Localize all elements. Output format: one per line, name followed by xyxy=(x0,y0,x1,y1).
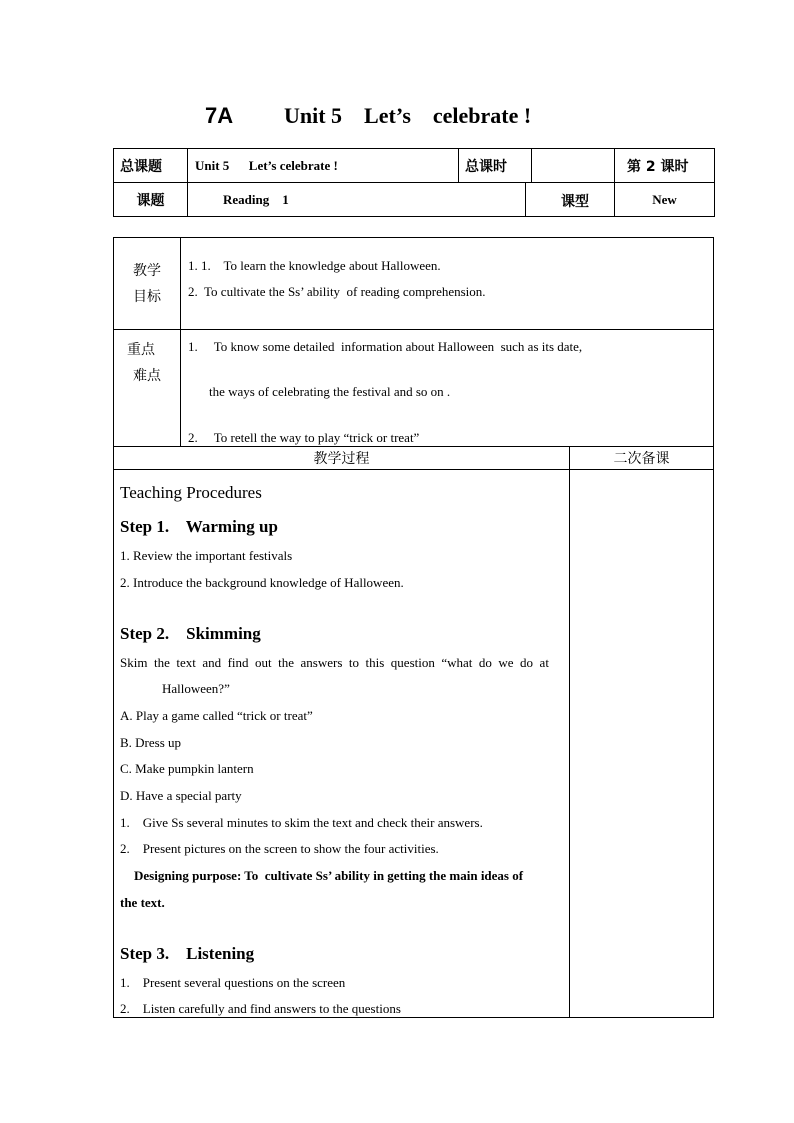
key-point-1: 1. To know some detailed information about Halloween such as its date, xyxy=(188,339,583,354)
step1-line-1: 1. Review the important festivals xyxy=(120,548,293,563)
process-header: 教学过程 xyxy=(114,447,570,470)
step2-question: Skim the text and find out the answers to this question “what do we do at xyxy=(120,655,549,670)
key-points-row xyxy=(114,330,714,447)
key-points-content xyxy=(181,330,714,447)
secondary-prep-header: 二次备课 xyxy=(570,447,714,470)
cell-divider xyxy=(525,182,526,216)
lesson-type-value: New xyxy=(652,191,677,207)
course-info-table xyxy=(113,148,715,217)
step3-title: Step 3. Listening xyxy=(120,944,255,963)
option-b: B. Dress up xyxy=(120,735,182,750)
process-content xyxy=(114,470,570,1018)
lesson-plan-table xyxy=(113,237,714,1018)
total-topic-value: Unit 5 Let’s celebrate ! xyxy=(188,149,459,183)
secondary-prep-content xyxy=(570,470,714,1018)
objectives-content xyxy=(181,238,714,330)
design-purpose-cont: the text. xyxy=(120,895,165,910)
process-header-row xyxy=(114,447,714,470)
key-points-label: 重点 难点 xyxy=(114,330,181,447)
lesson-number: 第 2 课时 xyxy=(615,149,715,183)
info-row-1 xyxy=(114,149,715,183)
topic-label: 课题 xyxy=(114,183,188,217)
step1-line-2: 2. Introduce the background knowledge of Halloween. xyxy=(120,575,404,590)
step3-line-2: 2. Listen carefully and find answers to the questions xyxy=(120,1001,401,1016)
info-row-2 xyxy=(114,183,715,217)
step2-task-2: 2. Present pictures on the screen to show the four activities. xyxy=(120,841,439,856)
design-purpose: Designing purpose: To cultivate Ss’ ability in getting the main ideas of xyxy=(134,868,524,883)
topic-value: Reading 1 xyxy=(188,183,615,217)
objective-item-1: 1. 1. To learn the knowledge about Halloween. xyxy=(188,258,441,273)
key-point-2: 2. To retell the way to play “trick or treat” xyxy=(188,430,420,445)
total-hours-value xyxy=(532,149,615,183)
lesson-type-cell xyxy=(561,183,715,217)
key-point-1-continued: the ways of celebrating the festival and so on . xyxy=(209,384,451,399)
objectives-row xyxy=(114,238,714,330)
option-d: D. Have a special party xyxy=(120,788,242,803)
step2-question-cont: Halloween?” xyxy=(162,681,230,696)
objective-item-2: 2. To cultivate the Ss’ ability of reading comprehension. xyxy=(188,284,486,299)
unit-title: Unit 5 Let’s celebrate ! xyxy=(284,103,532,128)
step1-title: Step 1. Warming up xyxy=(120,517,278,536)
option-a: A. Play a game called “trick or treat” xyxy=(120,708,313,723)
grade-label: 7A xyxy=(205,103,234,128)
step3-line-1: 1. Present several questions on the screen xyxy=(120,975,346,990)
total-hours-label: 总课时 xyxy=(459,149,532,183)
lesson-type-label: 课型 xyxy=(561,194,589,210)
objectives-label: 教学 目标 xyxy=(114,238,181,330)
process-body-row xyxy=(114,470,714,1018)
total-topic-label: 总课题 xyxy=(114,149,188,183)
option-c: C. Make pumpkin lantern xyxy=(120,761,254,776)
step2-title: Step 2. Skimming xyxy=(120,624,261,643)
procedures-heading: Teaching Procedures xyxy=(120,483,262,502)
step2-task-1: 1. Give Ss several minutes to skim the text and check their answers. xyxy=(120,815,483,830)
